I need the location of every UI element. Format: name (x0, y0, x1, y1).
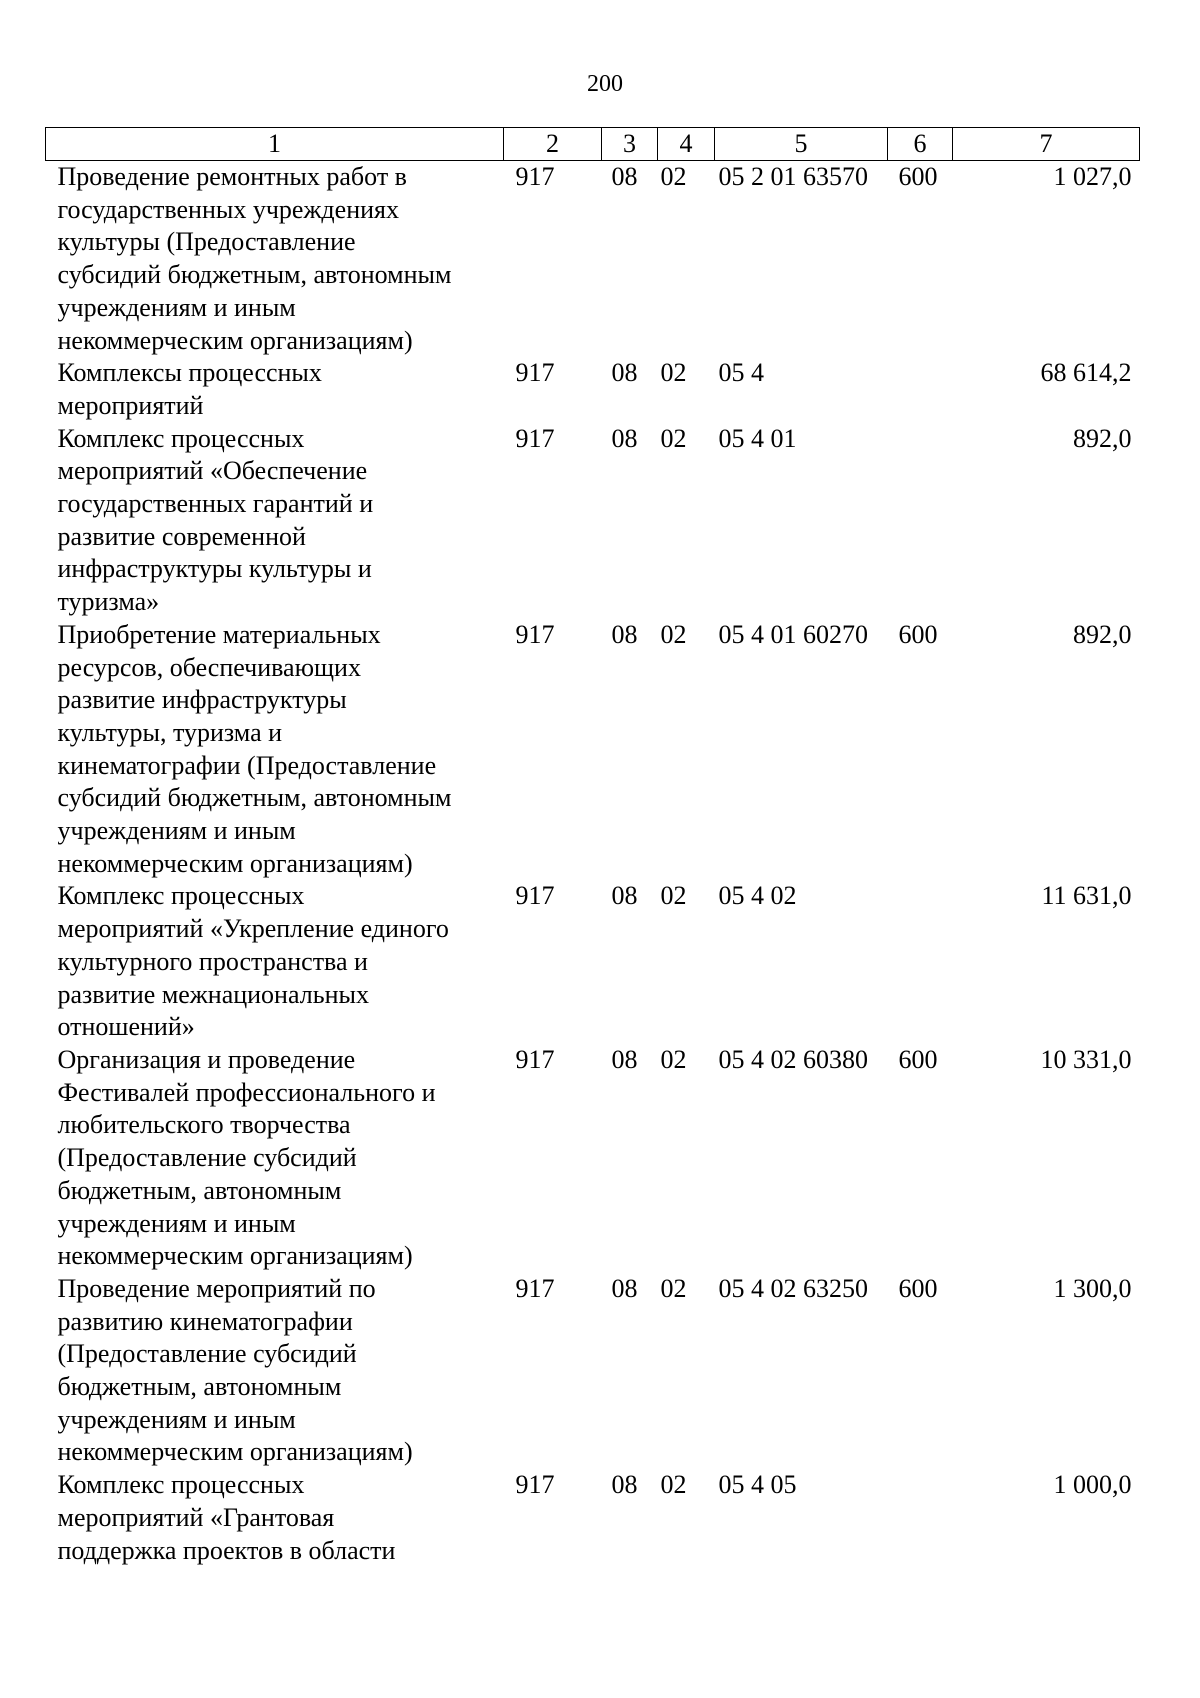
item-name-line: Проведение ремонтных работ в (57, 162, 407, 191)
amount-cell: 1 000,0 (1053, 1470, 1132, 1500)
item-name-line: бюджетным, автономным (57, 1372, 342, 1402)
header-col-7: 7 (953, 128, 1140, 161)
target-article-cell: 05 4 01 (718, 423, 797, 453)
item-name-cell (46, 1044, 504, 1273)
item-name-line: развитие современной (57, 521, 306, 551)
subsection-code-cell: 02 (660, 619, 687, 649)
page-number: 200 (587, 71, 623, 97)
section-code-cell: 08 (611, 423, 638, 453)
subsection-code-cell: 02 (660, 881, 687, 911)
target-article-cell: 05 4 02 (718, 881, 797, 911)
item-name-line: инфраструктуры культуры и (57, 554, 372, 584)
item-name-line: субсидий бюджетным, автономным (57, 783, 452, 813)
amount-cell: 11 631,0 (1041, 881, 1132, 911)
target-article-cell: 05 2 01 63570 (718, 162, 868, 191)
table-row (46, 357, 1140, 422)
item-name-cell (46, 357, 504, 422)
item-name-line: учреждениям и иным (57, 1208, 296, 1238)
expense-type-cell: 600 (898, 1273, 938, 1303)
expense-type-cell (888, 1469, 953, 1567)
item-name-line: учреждениям и иным (57, 292, 296, 322)
admin-code-cell: 917 (515, 881, 555, 911)
item-name-line: мероприятий «Обеспечение (57, 456, 368, 486)
item-name-line: поддержка проектов в области (57, 1535, 396, 1565)
header-col-2: 2 (504, 128, 602, 161)
amount-cell: 892,0 (1073, 423, 1132, 453)
item-name-line: субсидий бюджетным, автономным (57, 260, 452, 290)
header-col-5: 5 (715, 128, 888, 161)
expense-type-cell (888, 880, 953, 1044)
item-name-line: учреждениям и иным (57, 816, 296, 846)
subsection-code-cell: 02 (660, 1044, 687, 1074)
item-name-cell (46, 1273, 504, 1469)
item-name-line: Комплекс процессных (57, 1470, 305, 1500)
table-row (46, 1273, 1140, 1469)
item-name-line: мероприятий «Укрепление единого (57, 914, 449, 944)
section-code-cell: 08 (611, 619, 638, 649)
item-name-line: Комплексы процессных (57, 358, 322, 388)
amount-cell: 892,0 (1073, 619, 1132, 649)
subsection-code-cell: 02 (660, 423, 687, 453)
section-code-cell: 08 (611, 881, 638, 911)
subsection-code-cell: 02 (660, 1273, 687, 1303)
section-code-cell: 08 (611, 1470, 638, 1500)
section-code-cell: 08 (611, 358, 638, 388)
target-article-cell: 05 4 02 60380 (718, 1044, 868, 1074)
expense-type-cell: 600 (898, 619, 938, 649)
header-col-6: 6 (888, 128, 953, 161)
admin-code-cell: 917 (515, 1470, 555, 1500)
item-name-line: Комплекс процессных (57, 423, 305, 453)
item-name-line: государственных гарантий и (57, 489, 374, 519)
item-name-line: Комплекс процессных (57, 881, 305, 911)
item-name-line: культурного пространства и (57, 946, 368, 976)
item-name-line: любительского творчества (57, 1110, 351, 1140)
table-row (46, 423, 1140, 619)
item-name-line: некоммерческим организациям) (57, 1241, 413, 1271)
item-name-line: кинематографии (Предоставление (57, 750, 437, 780)
item-name-cell (46, 880, 504, 1044)
item-name-line: некоммерческим организациям) (57, 325, 413, 355)
item-name-line: (Предоставление субсидий (57, 1339, 357, 1369)
section-code-cell: 08 (611, 162, 638, 191)
expense-type-cell: 600 (898, 162, 938, 191)
item-name-line: Приобретение материальных (57, 619, 381, 649)
table-row (46, 619, 1140, 881)
table-body (46, 161, 1140, 1568)
target-article-cell: 05 4 02 63250 (718, 1273, 868, 1303)
section-code-cell: 08 (611, 1273, 638, 1303)
admin-code-cell: 917 (515, 619, 555, 649)
item-name-line: отношений» (57, 1012, 195, 1042)
section-code-cell: 08 (611, 1044, 638, 1074)
item-name-line: учреждениям и иным (57, 1404, 296, 1434)
item-name-line: ресурсов, обеспечивающих (57, 652, 361, 682)
table-row (46, 1044, 1140, 1273)
header-col-4: 4 (658, 128, 715, 161)
item-name-line: Организация и проведение (57, 1044, 356, 1074)
item-name-line: мероприятий (57, 390, 204, 420)
subsection-code-cell: 02 (660, 358, 687, 388)
item-name-line: бюджетным, автономным (57, 1175, 342, 1205)
target-article-cell: 05 4 (718, 358, 764, 388)
item-name-cell (46, 1469, 504, 1567)
item-name-line: мероприятий «Грантовая (57, 1502, 335, 1532)
item-name-line: культуры (Предоставление (57, 227, 356, 257)
amount-cell: 1 027,0 (1053, 162, 1132, 191)
item-name-cell (46, 161, 504, 358)
table-row (46, 161, 1140, 358)
header-row (46, 128, 1140, 161)
header-col-3: 3 (602, 128, 658, 161)
item-name-line: туризма» (57, 587, 160, 617)
admin-code-cell: 917 (515, 1273, 555, 1303)
admin-code-cell: 917 (515, 162, 555, 191)
target-article-cell: 05 4 05 (718, 1470, 797, 1500)
item-name-line: Фестивалей профессионального и (57, 1077, 436, 1107)
amount-cell: 1 300,0 (1053, 1273, 1132, 1303)
table-row (46, 880, 1140, 1044)
item-name-line: Проведение мероприятий по (57, 1273, 376, 1303)
subsection-code-cell: 02 (660, 162, 687, 191)
item-name-line: развитие межнациональных (57, 979, 369, 1009)
item-name-line: развитие инфраструктуры (57, 685, 347, 715)
item-name-line: некоммерческим организациям) (57, 848, 413, 878)
table-header (46, 128, 1140, 161)
item-name-cell (46, 619, 504, 881)
table-row (46, 1469, 1140, 1567)
amount-cell: 68 614,2 (1040, 358, 1132, 388)
expense-type-cell: 600 (898, 1044, 938, 1074)
item-name-line: некоммерческим организациям) (57, 1437, 413, 1467)
budget-table (45, 127, 1140, 1567)
item-name-line: развитию кинематографии (57, 1306, 353, 1336)
amount-cell: 10 331,0 (1040, 1044, 1132, 1074)
expense-type-cell (888, 357, 953, 422)
expense-type-cell (888, 423, 953, 619)
admin-code-cell: 917 (515, 358, 555, 388)
item-name-line: (Предоставление субсидий (57, 1143, 357, 1173)
item-name-line: государственных учреждениях (57, 194, 399, 224)
item-name-line: культуры, туризма и (57, 717, 283, 747)
header-col-1: 1 (46, 128, 504, 161)
admin-code-cell: 917 (515, 423, 555, 453)
admin-code-cell: 917 (515, 1044, 555, 1074)
item-name-cell (46, 423, 504, 619)
target-article-cell: 05 4 01 60270 (718, 619, 868, 649)
subsection-code-cell: 02 (660, 1470, 687, 1500)
